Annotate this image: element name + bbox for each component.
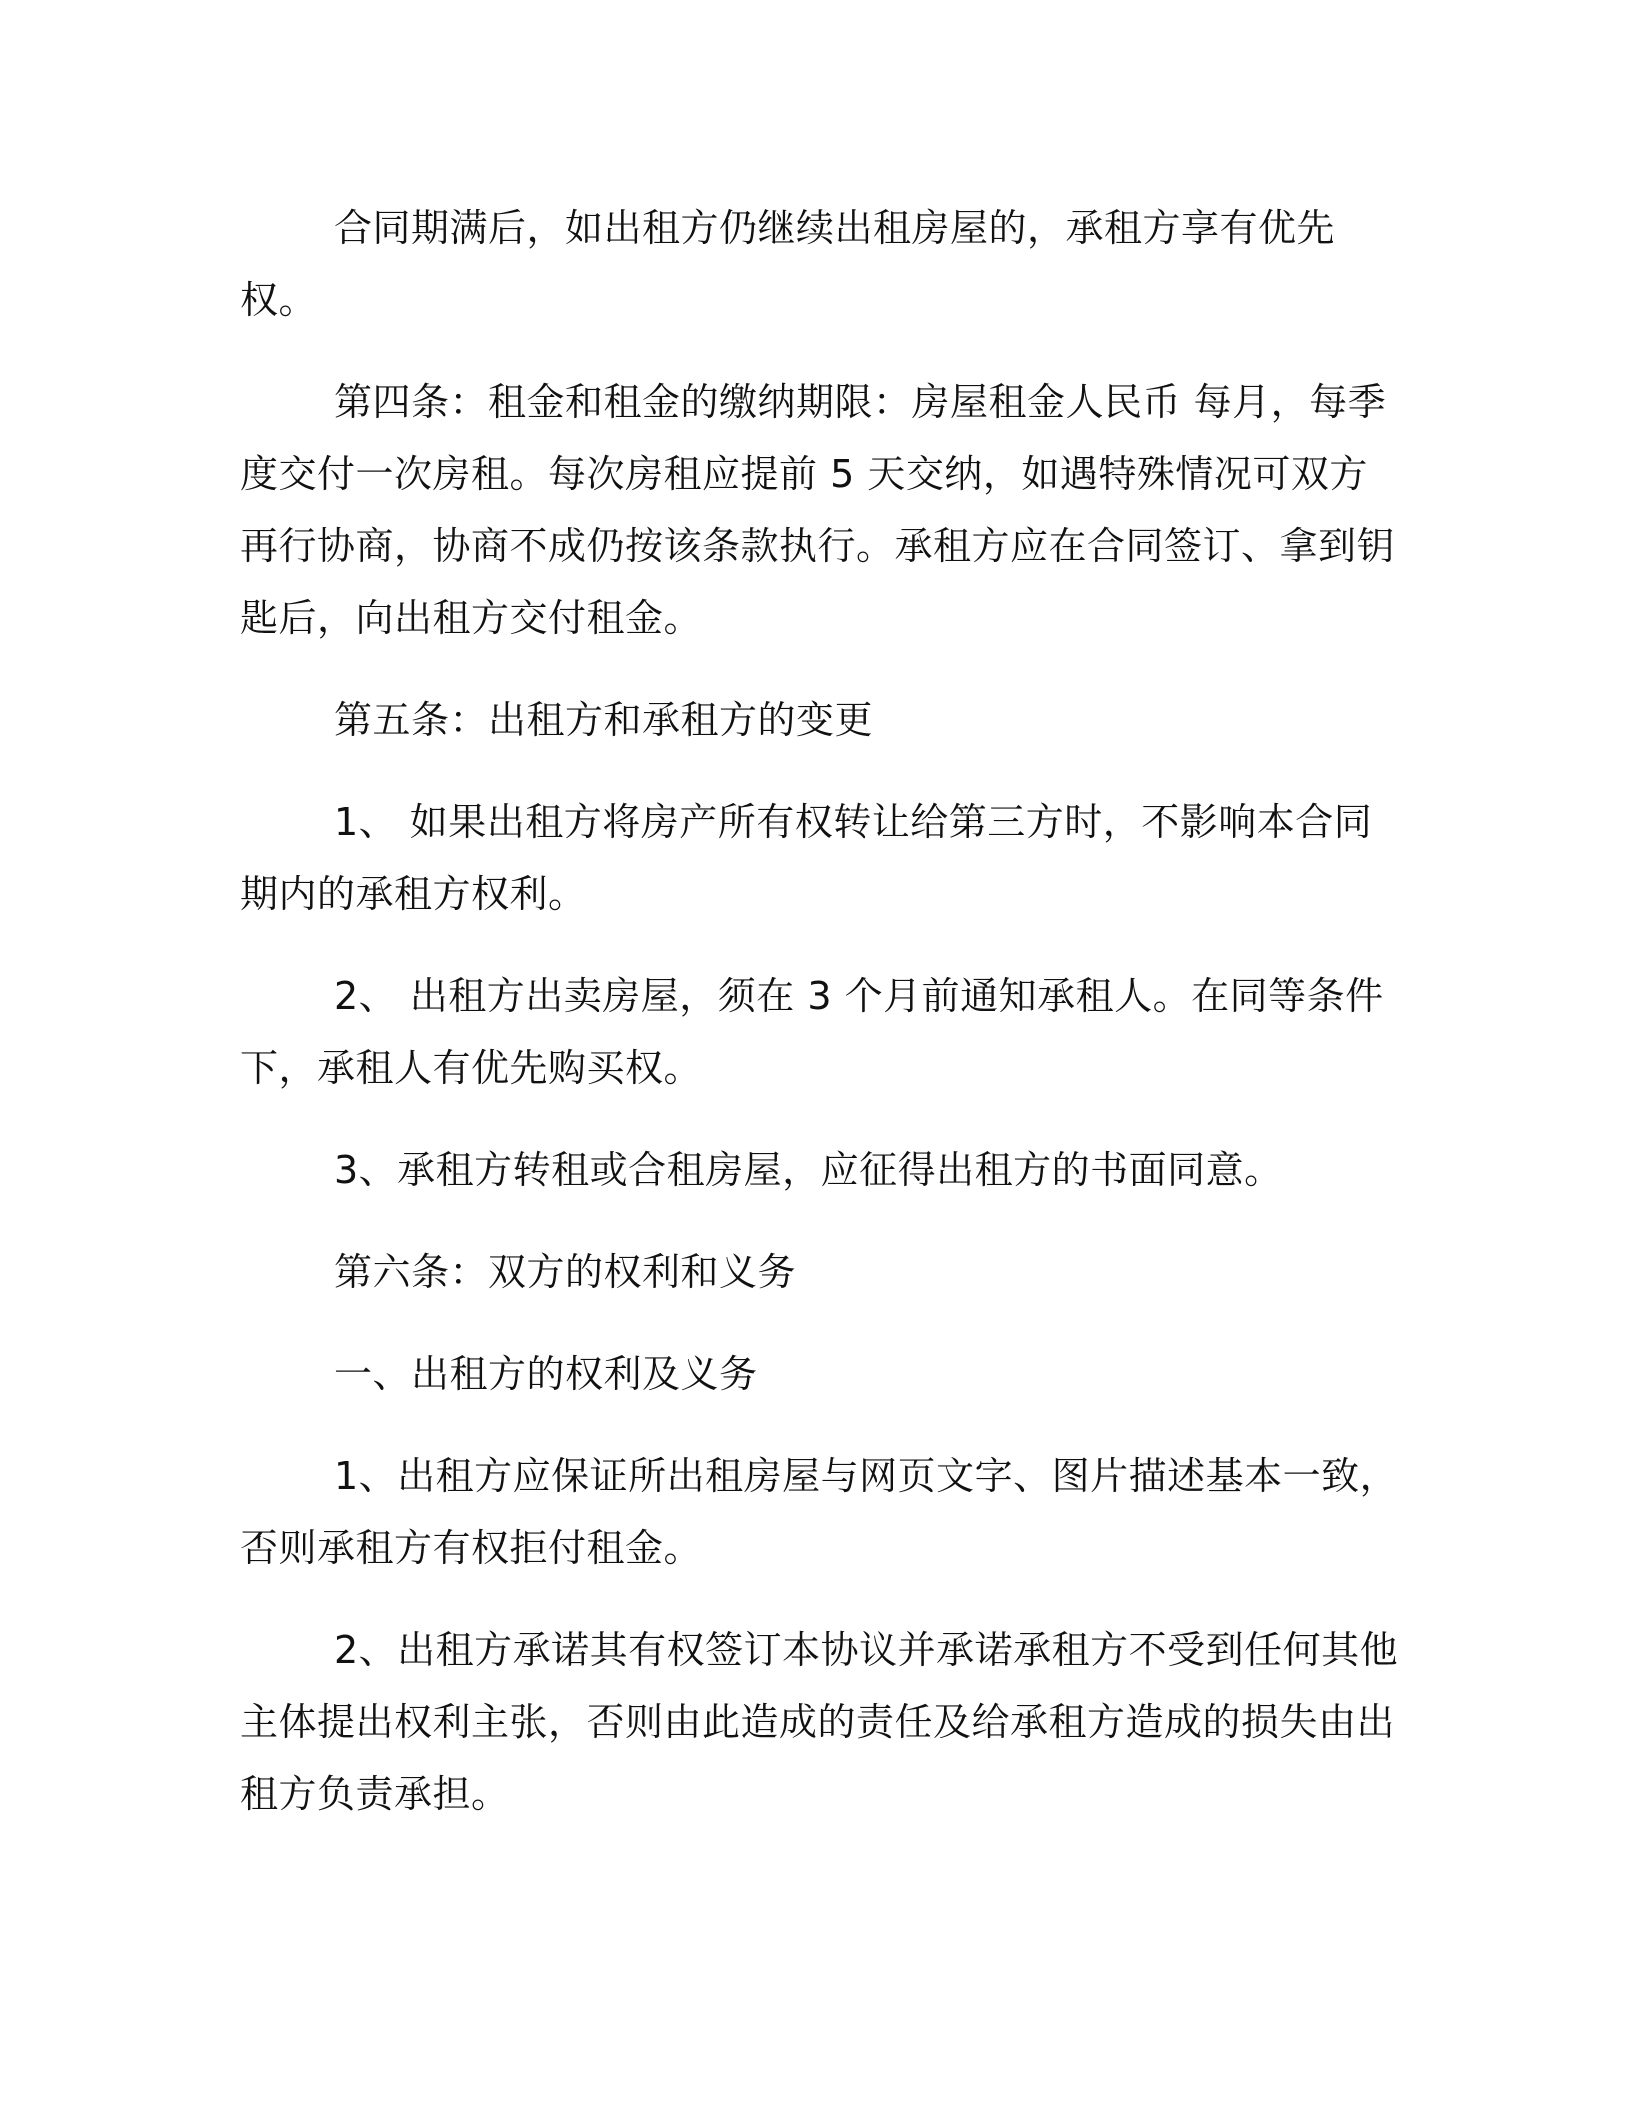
document-body <box>240 192 1405 1860</box>
paragraph-article-5-heading: 第五条：出租方和承租方的变更 <box>334 698 874 742</box>
paragraph-priority-right: 合同期满后，如出租方仍继续出租房屋的，承租方享有优先权。 <box>240 206 1336 322</box>
paragraph-article-5-item-1: 1、 如果出租方将房产所有权转让给第三方时，不影响本合同期内的承租方权利。 <box>240 800 1373 916</box>
paragraph-lessor-rights-heading: 一、出租方的权利及义务 <box>334 1352 758 1396</box>
paragraph-lessor-item-1: 1、出租方应保证所出租房屋与网页文字、图片描述基本一致，否则承租方有权拒付租金。 <box>240 1454 1399 1570</box>
paragraph-article-6-heading: 第六条：双方的权利和义务 <box>334 1250 797 1294</box>
paragraph-article-5-item-3: 3、承租方转租或合租房屋，应征得出租方的书面同意。 <box>334 1148 1283 1192</box>
paragraph-lessor-item-2: 2、出租方承诺其有权签订本协议并承诺承租方不受到任何其他主体提出权利主张，否则由此造成的责任及给承租方造成的损失由出租方负责承担。 <box>240 1628 1399 1816</box>
paragraph-article-5-item-2: 2、 出租方出卖房屋，须在 3 个月前通知承租人。在同等条件下，承租人有优先购买权。 <box>240 974 1384 1090</box>
paragraph-article-4-rent: 第四条：租金和租金的缴纳期限：房屋租金人民币 每月，每季度交付一次房租。每次房租应提前 5 天交纳，如遇特殊情况可双方再行协商，协商不成仍按该条款执行。承租方应在合同签订、拿到钥匙后，向出租方交付租金。 <box>240 380 1396 640</box>
